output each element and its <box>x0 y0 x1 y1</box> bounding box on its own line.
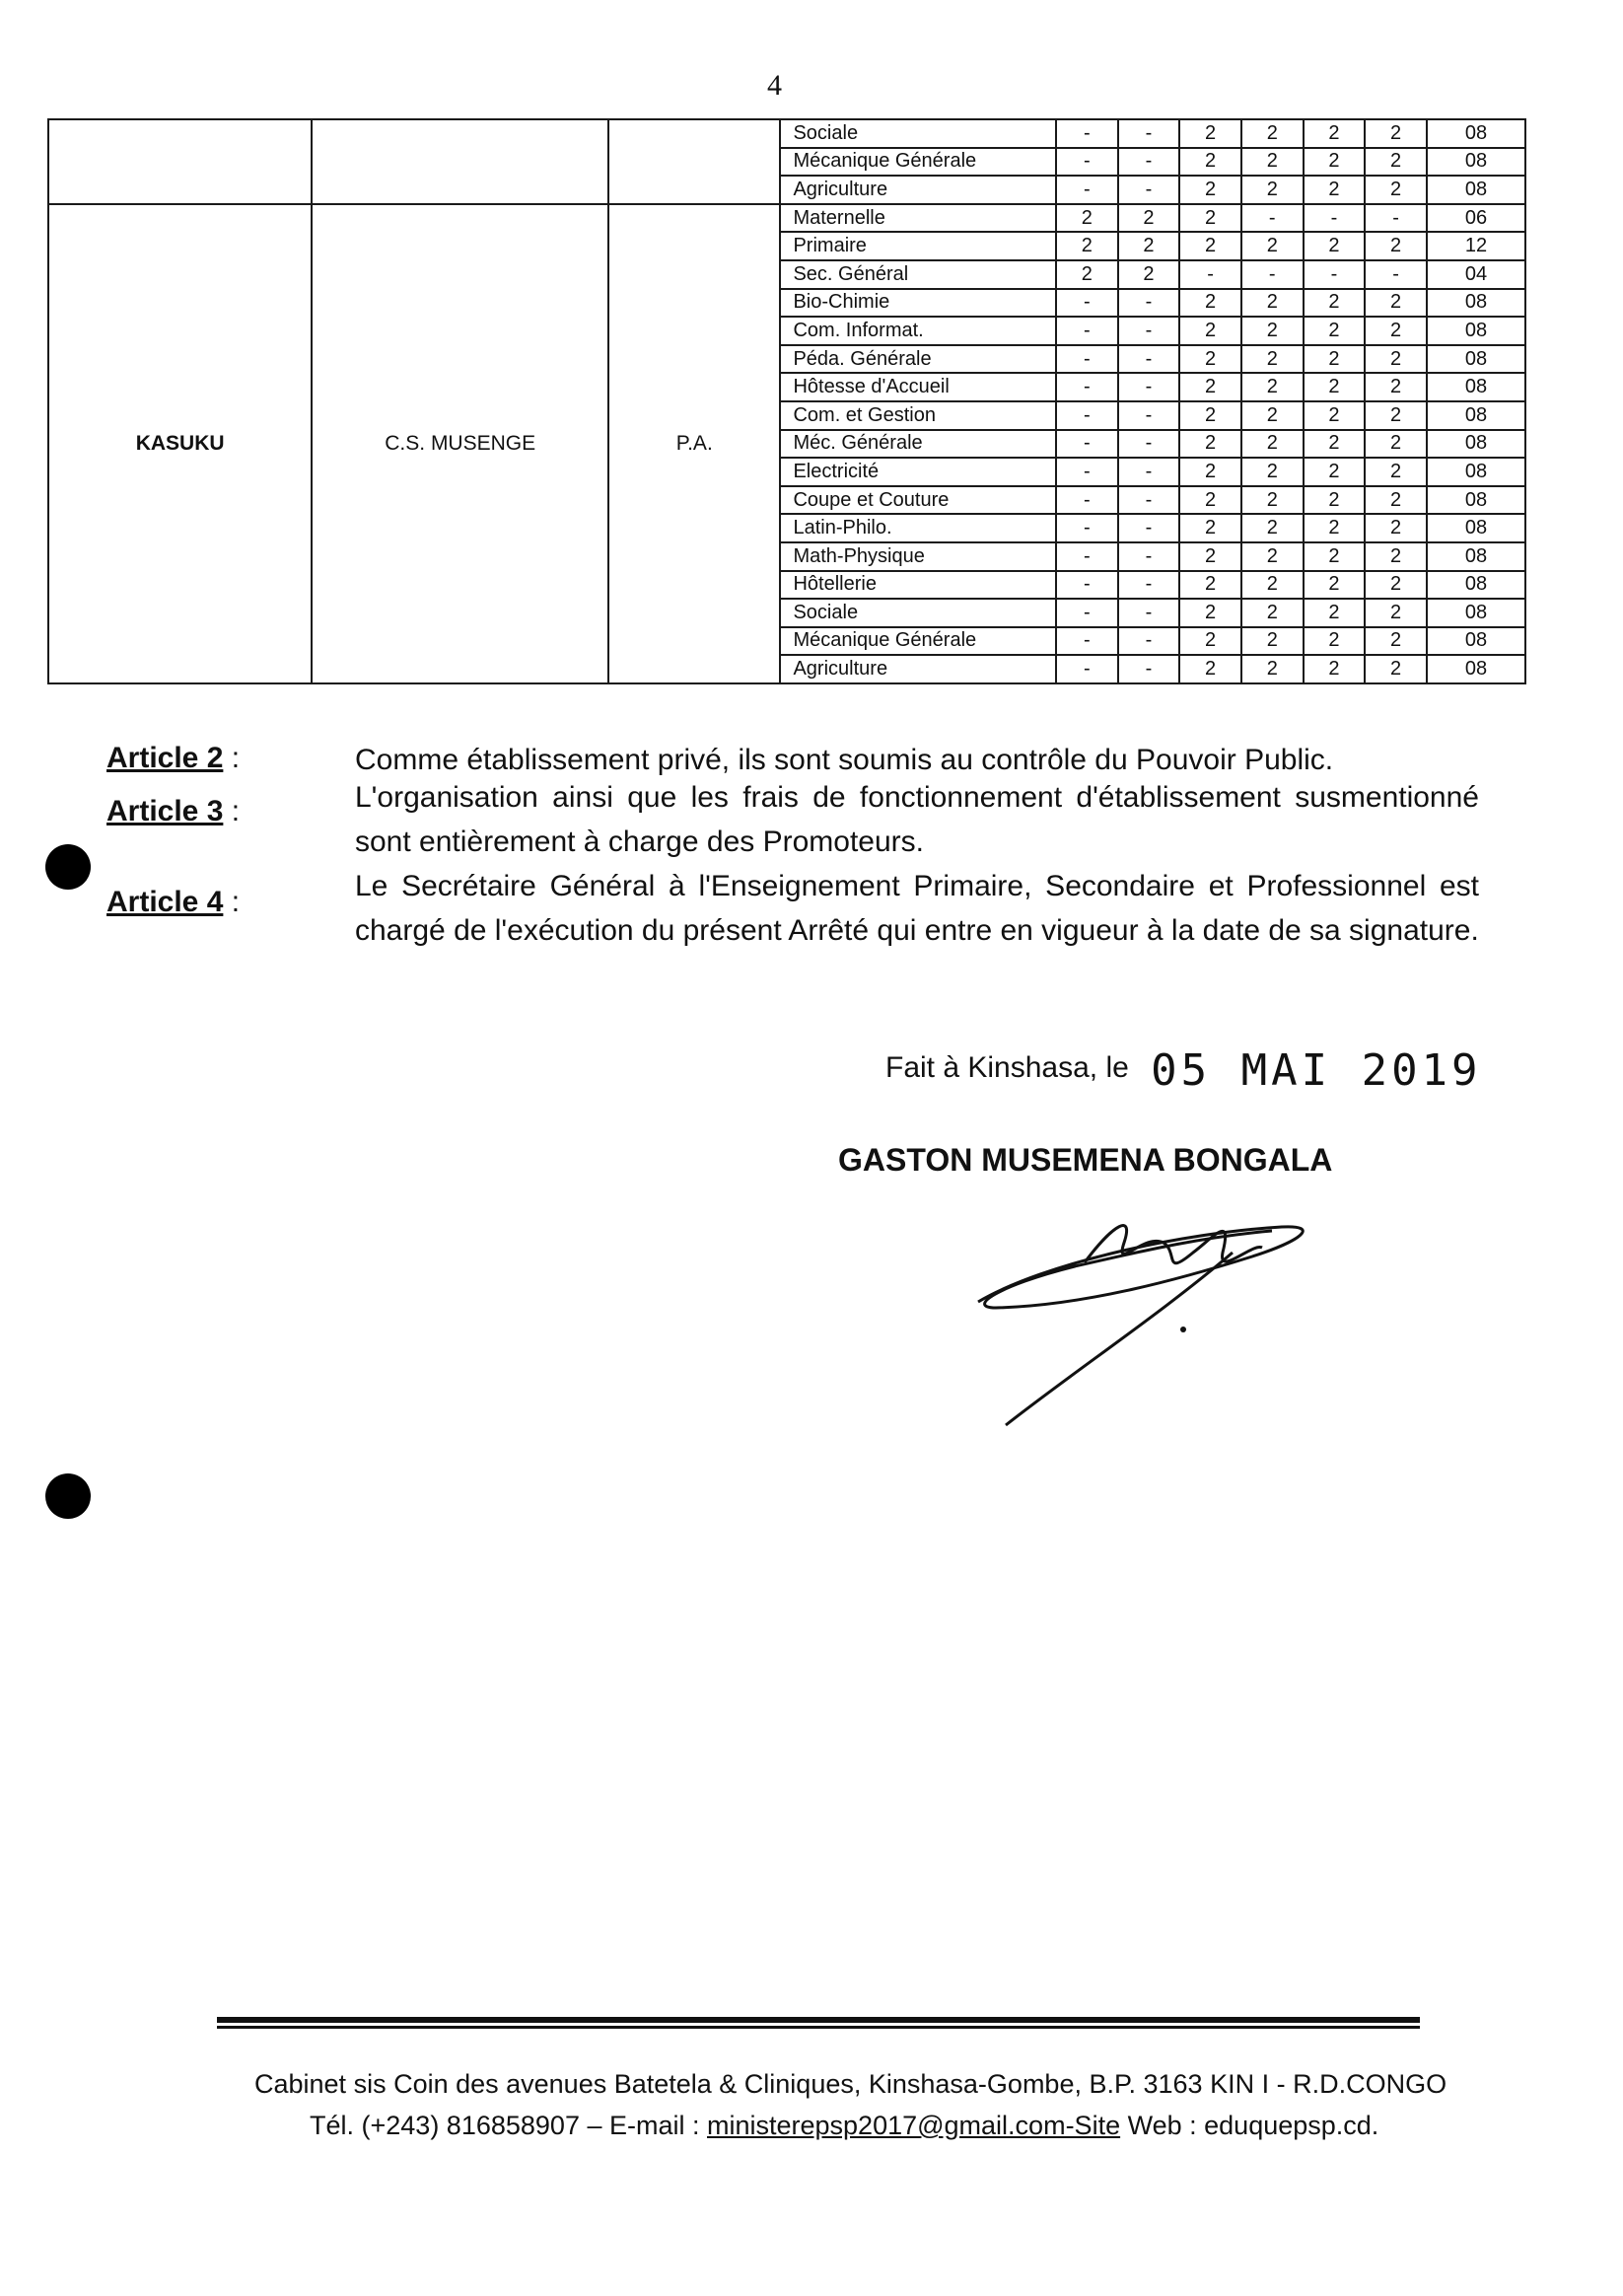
cell-class-count: 2 <box>1365 458 1427 486</box>
cell-class-count: 2 <box>1179 373 1241 401</box>
cell-total: 08 <box>1427 317 1525 345</box>
cell-class-count: 2 <box>1365 317 1427 345</box>
cell-class-count: 2 <box>1304 232 1366 260</box>
cell-class-count: - <box>1118 486 1180 515</box>
cell-class-count: 2 <box>1304 542 1366 571</box>
cell-class-count: - <box>1056 514 1118 542</box>
cell-class-count: - <box>1118 430 1180 459</box>
cell-total: 08 <box>1427 345 1525 374</box>
cell-class-count: 2 <box>1179 345 1241 374</box>
article-label-text: Article 2 <box>106 742 224 774</box>
cell-type: P.A. <box>608 204 780 683</box>
cell-option: Mécanique Générale <box>780 627 1056 656</box>
cell-class-count: 2 <box>1179 289 1241 318</box>
cell-class-count: - <box>1118 345 1180 374</box>
cell-class-count: - <box>1056 486 1118 515</box>
footer-address: Cabinet sis Coin des avenues Batetela & Cliniques, Kinshasa-Gombe, B.P. 3163 KIN I - R.D.CONGO <box>254 2069 1447 2099</box>
cell-class-count: 2 <box>1179 232 1241 260</box>
cell-class-count: 2 <box>1179 571 1241 600</box>
place-text: Fait à Kinshasa, le <box>885 1051 1129 1084</box>
cell-total: 08 <box>1427 542 1525 571</box>
cell-class-count: - <box>1056 119 1118 148</box>
cell-class-count: 2 <box>1304 119 1366 148</box>
date-stamp: 05 MAI 2019 <box>1151 1045 1482 1096</box>
cell-class-count: 2 <box>1241 655 1304 683</box>
cell-type <box>608 119 780 204</box>
cell-class-count: 2 <box>1179 486 1241 515</box>
cell-class-count: 2 <box>1241 514 1304 542</box>
cell-class-count: 2 <box>1241 599 1304 627</box>
cell-class-count: 2 <box>1179 542 1241 571</box>
cell-total: 08 <box>1427 401 1525 430</box>
cell-class-count: 2 <box>1304 345 1366 374</box>
cell-total: 08 <box>1427 599 1525 627</box>
signatory-name: GASTON MUSEMENA BONGALA <box>838 1142 1333 1178</box>
cell-class-count: - <box>1118 655 1180 683</box>
cell-total: 08 <box>1427 655 1525 683</box>
cell-class-count: 2 <box>1365 627 1427 656</box>
cell-option: Com. Informat. <box>780 317 1056 345</box>
cell-option: Bio-Chimie <box>780 289 1056 318</box>
cell-option: Mécanique Générale <box>780 148 1056 177</box>
cell-class-count: 2 <box>1118 232 1180 260</box>
cell-class-count: 2 <box>1241 119 1304 148</box>
cell-option: Maternelle <box>780 204 1056 233</box>
cell-class-count: - <box>1056 571 1118 600</box>
cell-class-count: 2 <box>1241 627 1304 656</box>
cell-total: 04 <box>1427 260 1525 289</box>
cell-option: Sociale <box>780 599 1056 627</box>
table-row <box>48 119 1525 148</box>
cell-class-count: 2 <box>1241 542 1304 571</box>
cell-class-count: 2 <box>1365 232 1427 260</box>
cell-class-count: 2 <box>1056 232 1118 260</box>
cell-class-count: 2 <box>1365 655 1427 683</box>
cell-class-count: - <box>1056 599 1118 627</box>
cell-class-count: 2 <box>1365 289 1427 318</box>
cell-option: Latin-Philo. <box>780 514 1056 542</box>
cell-option: Sociale <box>780 119 1056 148</box>
cell-class-count: - <box>1118 542 1180 571</box>
cell-total: 08 <box>1427 148 1525 177</box>
schools-table <box>47 118 1526 684</box>
cell-option: Péda. Générale <box>780 345 1056 374</box>
punch-hole <box>45 844 91 890</box>
cell-option: Electricité <box>780 458 1056 486</box>
cell-class-count: - <box>1056 373 1118 401</box>
cell-class-count: 2 <box>1179 401 1241 430</box>
cell-class-count: - <box>1118 373 1180 401</box>
cell-class-count: 2 <box>1304 599 1366 627</box>
cell-total: 08 <box>1427 176 1525 204</box>
cell-class-count: - <box>1118 401 1180 430</box>
cell-class-count: 2 <box>1304 373 1366 401</box>
cell-class-count: - <box>1118 119 1180 148</box>
cell-class-count: 2 <box>1241 571 1304 600</box>
cell-option: Agriculture <box>780 176 1056 204</box>
cell-option: Coupe et Couture <box>780 486 1056 515</box>
cell-class-count: 2 <box>1179 599 1241 627</box>
cell-class-count: 2 <box>1304 430 1366 459</box>
cell-class-count: 2 <box>1179 204 1241 233</box>
cell-class-count: - <box>1056 317 1118 345</box>
cell-class-count: 2 <box>1304 401 1366 430</box>
cell-class-count: 2 <box>1365 373 1427 401</box>
footer-rule <box>217 2017 1420 2031</box>
article-2-text: Comme établissement privé, ils sont soumis au contrôle du Pouvoir Public. <box>355 744 1334 776</box>
cell-class-count: 2 <box>1179 627 1241 656</box>
cell-locality: KASUKU <box>48 204 312 683</box>
cell-class-count: 2 <box>1241 345 1304 374</box>
cell-class-count: - <box>1179 260 1241 289</box>
cell-class-count: - <box>1118 627 1180 656</box>
cell-total: 08 <box>1427 119 1525 148</box>
handwritten-signature <box>966 1203 1400 1440</box>
cell-option: Hôtellerie <box>780 571 1056 600</box>
cell-total: 08 <box>1427 514 1525 542</box>
cell-school <box>312 119 608 204</box>
cell-option: Com. et Gestion <box>780 401 1056 430</box>
cell-class-count: - <box>1241 260 1304 289</box>
cell-option: Hôtesse d'Accueil <box>780 373 1056 401</box>
cell-class-count: 2 <box>1365 345 1427 374</box>
cell-class-count: 2 <box>1241 458 1304 486</box>
cell-class-count: 2 <box>1179 514 1241 542</box>
footer-email-link[interactable]: ministerepsp2017@gmail.com-Site <box>707 2111 1121 2140</box>
cell-class-count: - <box>1118 317 1180 345</box>
cell-total: 06 <box>1427 204 1525 233</box>
cell-class-count: 2 <box>1304 317 1366 345</box>
cell-class-count: 2 <box>1179 148 1241 177</box>
cell-class-count: 2 <box>1365 486 1427 515</box>
cell-class-count: - <box>1056 655 1118 683</box>
footer-contact <box>310 2111 1378 2141</box>
cell-class-count: 2 <box>1304 571 1366 600</box>
footer-web: Web : eduquepsp.cd. <box>1127 2111 1379 2140</box>
cell-class-count: - <box>1365 204 1427 233</box>
cell-class-count: - <box>1118 148 1180 177</box>
cell-class-count: 2 <box>1179 119 1241 148</box>
article-3-label: Article 3 : <box>106 795 241 827</box>
cell-class-count: - <box>1056 401 1118 430</box>
cell-class-count: - <box>1056 176 1118 204</box>
cell-option: Math-Physique <box>780 542 1056 571</box>
cell-class-count: 2 <box>1304 655 1366 683</box>
cell-class-count: - <box>1056 430 1118 459</box>
cell-total: 08 <box>1427 571 1525 600</box>
cell-total: 08 <box>1427 458 1525 486</box>
cell-class-count: 2 <box>1365 401 1427 430</box>
cell-class-count: - <box>1118 571 1180 600</box>
footer-tel: Tél. (+243) 816858907 – E-mail : <box>310 2111 700 2140</box>
cell-class-count: 2 <box>1304 176 1366 204</box>
page-number: 4 <box>767 69 782 102</box>
cell-class-count: - <box>1056 148 1118 177</box>
cell-total: 08 <box>1427 289 1525 318</box>
cell-total: 12 <box>1427 232 1525 260</box>
cell-class-count: 2 <box>1056 260 1118 289</box>
cell-option: Méc. Générale <box>780 430 1056 459</box>
cell-class-count: 2 <box>1365 430 1427 459</box>
cell-option: Sec. Général <box>780 260 1056 289</box>
cell-class-count: - <box>1118 289 1180 318</box>
cell-class-count: 2 <box>1304 627 1366 656</box>
cell-class-count: - <box>1056 345 1118 374</box>
article-3-text: L'organisation ainsi que les frais de fonctionnement d'établissement susmentionné sont entièrement à charge des Promoteurs. <box>355 781 1479 858</box>
cell-class-count: 2 <box>1365 599 1427 627</box>
article-4-label: Article 4 : <box>106 886 241 918</box>
table-row <box>48 204 1525 233</box>
cell-class-count: - <box>1118 599 1180 627</box>
cell-class-count: - <box>1118 514 1180 542</box>
cell-class-count: 2 <box>1241 289 1304 318</box>
cell-class-count: 2 <box>1179 458 1241 486</box>
cell-total: 08 <box>1427 430 1525 459</box>
cell-class-count: - <box>1056 289 1118 318</box>
article-2-label: Article 2 : <box>106 742 241 774</box>
cell-class-count: - <box>1056 458 1118 486</box>
cell-class-count: - <box>1118 458 1180 486</box>
cell-class-count: 2 <box>1179 317 1241 345</box>
cell-class-count: - <box>1118 176 1180 204</box>
place-date <box>885 1038 1482 1096</box>
cell-class-count: 2 <box>1241 176 1304 204</box>
cell-locality <box>48 119 312 204</box>
cell-option: Agriculture <box>780 655 1056 683</box>
cell-class-count: 2 <box>1365 148 1427 177</box>
cell-class-count: 2 <box>1118 204 1180 233</box>
cell-option: Primaire <box>780 232 1056 260</box>
cell-class-count: 2 <box>1241 373 1304 401</box>
cell-class-count: 2 <box>1241 317 1304 345</box>
cell-class-count: 2 <box>1241 401 1304 430</box>
cell-class-count: 2 <box>1118 260 1180 289</box>
cell-class-count: - <box>1304 260 1366 289</box>
cell-class-count: 2 <box>1179 176 1241 204</box>
cell-class-count: 2 <box>1365 119 1427 148</box>
article-label-text: Article 3 <box>106 795 224 827</box>
cell-class-count: - <box>1241 204 1304 233</box>
cell-school: C.S. MUSENGE <box>312 204 608 683</box>
cell-total: 08 <box>1427 627 1525 656</box>
cell-class-count: 2 <box>1241 430 1304 459</box>
cell-class-count: - <box>1056 542 1118 571</box>
cell-class-count: 2 <box>1056 204 1118 233</box>
cell-class-count: 2 <box>1179 430 1241 459</box>
article-label-text: Article 4 <box>106 886 224 918</box>
article-4-text: Le Secrétaire Général à l'Enseignement Primaire, Secondaire et Professionnel est chargé de l'exécution du présent Arrêté qui entre en vigueur à la date de sa signature. <box>355 870 1479 947</box>
cell-total: 08 <box>1427 486 1525 515</box>
cell-class-count: 2 <box>1304 458 1366 486</box>
cell-total: 08 <box>1427 373 1525 401</box>
punch-hole <box>45 1473 91 1519</box>
cell-class-count: 2 <box>1304 486 1366 515</box>
table-body <box>48 119 1525 683</box>
cell-class-count: 2 <box>1304 148 1366 177</box>
cell-class-count: 2 <box>1241 486 1304 515</box>
cell-class-count: - <box>1304 204 1366 233</box>
cell-class-count: 2 <box>1241 148 1304 177</box>
cell-class-count: 2 <box>1365 542 1427 571</box>
cell-class-count: 2 <box>1304 514 1366 542</box>
cell-class-count: 2 <box>1365 514 1427 542</box>
cell-class-count: 2 <box>1241 232 1304 260</box>
cell-class-count: 2 <box>1365 176 1427 204</box>
cell-class-count: - <box>1365 260 1427 289</box>
cell-class-count: 2 <box>1179 655 1241 683</box>
cell-class-count: - <box>1056 627 1118 656</box>
cell-class-count: 2 <box>1365 571 1427 600</box>
cell-class-count: 2 <box>1304 289 1366 318</box>
